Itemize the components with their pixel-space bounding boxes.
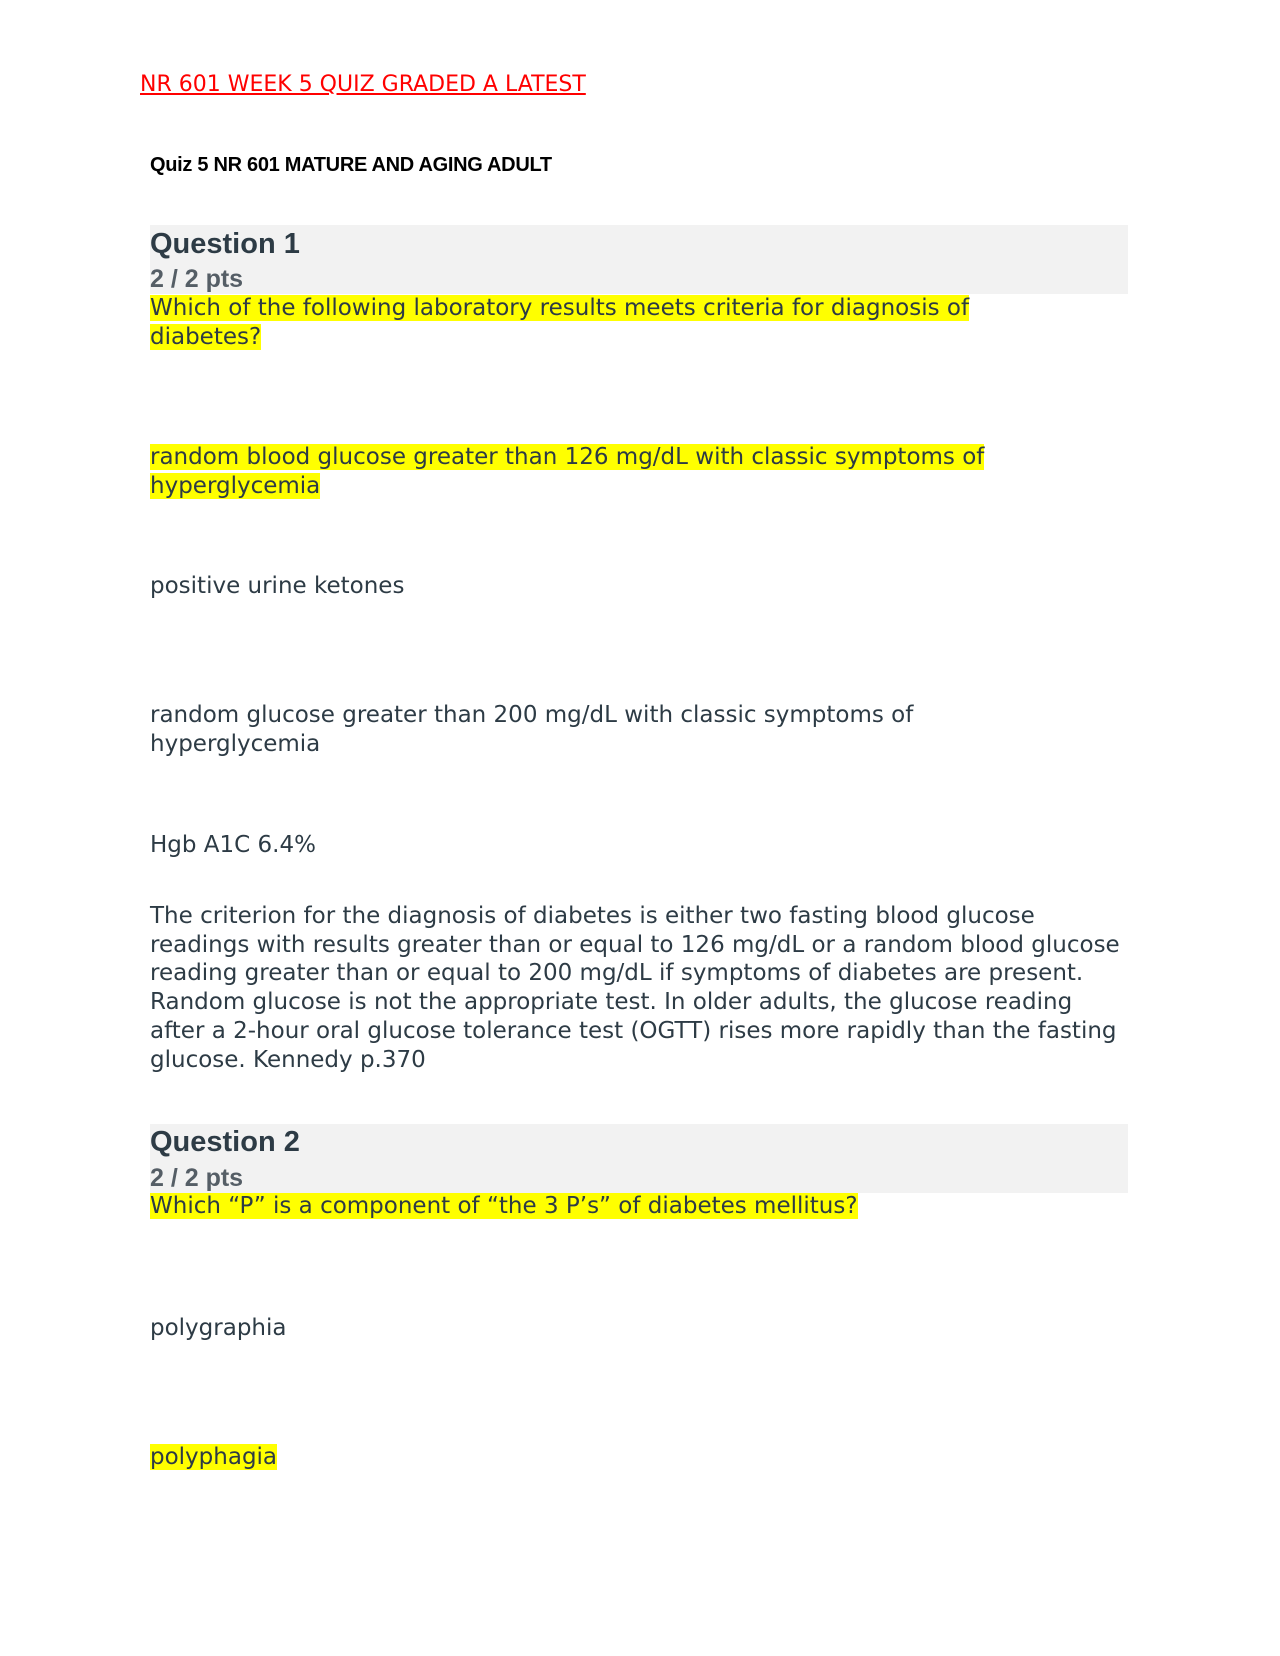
- question-1-answer-1[interactable]: [150, 443, 1070, 500]
- answer-text: Hgb A1C 6.4%: [150, 832, 316, 858]
- question-1-title: Question 1: [150, 228, 300, 260]
- question-2-points: 2 / 2 pts: [150, 1164, 244, 1192]
- document-heading-link[interactable]: NR 601 WEEK 5 QUIZ GRADED A LATEST: [140, 72, 586, 97]
- answer-text: positive urine ketones: [150, 573, 405, 599]
- question-1-explanation: The criterion for the diagnosis of diabetes is either two fasting blood glucose readings with results greater than or equal to 126 mg/dL or a random blood glucose reading greater than or equal to 200 mg/dL if symptoms of diabetes are present. Random glucose is not the appropriate test. In older adults, the glucose reading after a 2-hour oral glucose tolerance test (OGTT) rises more rapidly than the fasting glucose. Kennedy p.370: [150, 903, 1120, 1073]
- question-2-answer-2[interactable]: [150, 1443, 1130, 1472]
- answer-text: random blood glucose greater than 126 mg/dL with classic symptoms of hyperglycemia: [150, 444, 985, 499]
- question-1-answer-2[interactable]: [150, 572, 1130, 601]
- question-2-prompt: [150, 1192, 1130, 1221]
- answer-text: polygraphia: [150, 1315, 287, 1341]
- question-2-prompt-text: Which “P” is a component of “the 3 P’s” of diabetes mellitus?: [150, 1193, 858, 1219]
- question-2-answer-1[interactable]: [150, 1314, 1130, 1343]
- question-1-prompt-text: Which of the following laboratory results meets criteria for diagnosis of diabetes?: [150, 295, 970, 350]
- question-1-answer-3[interactable]: [150, 701, 1010, 758]
- question-1-answer-4[interactable]: [150, 831, 1130, 860]
- document-subtitle: Quiz 5 NR 601 MATURE AND AGING ADULT: [150, 154, 552, 176]
- question-1-points: 2 / 2 pts: [150, 265, 244, 293]
- answer-text: random glucose greater than 200 mg/dL with classic symptoms of hyperglycemia: [150, 702, 914, 757]
- answer-text: polyphagia: [150, 1444, 278, 1470]
- question-2-title: Question 2: [150, 1126, 300, 1158]
- question-1-prompt: [150, 294, 1050, 351]
